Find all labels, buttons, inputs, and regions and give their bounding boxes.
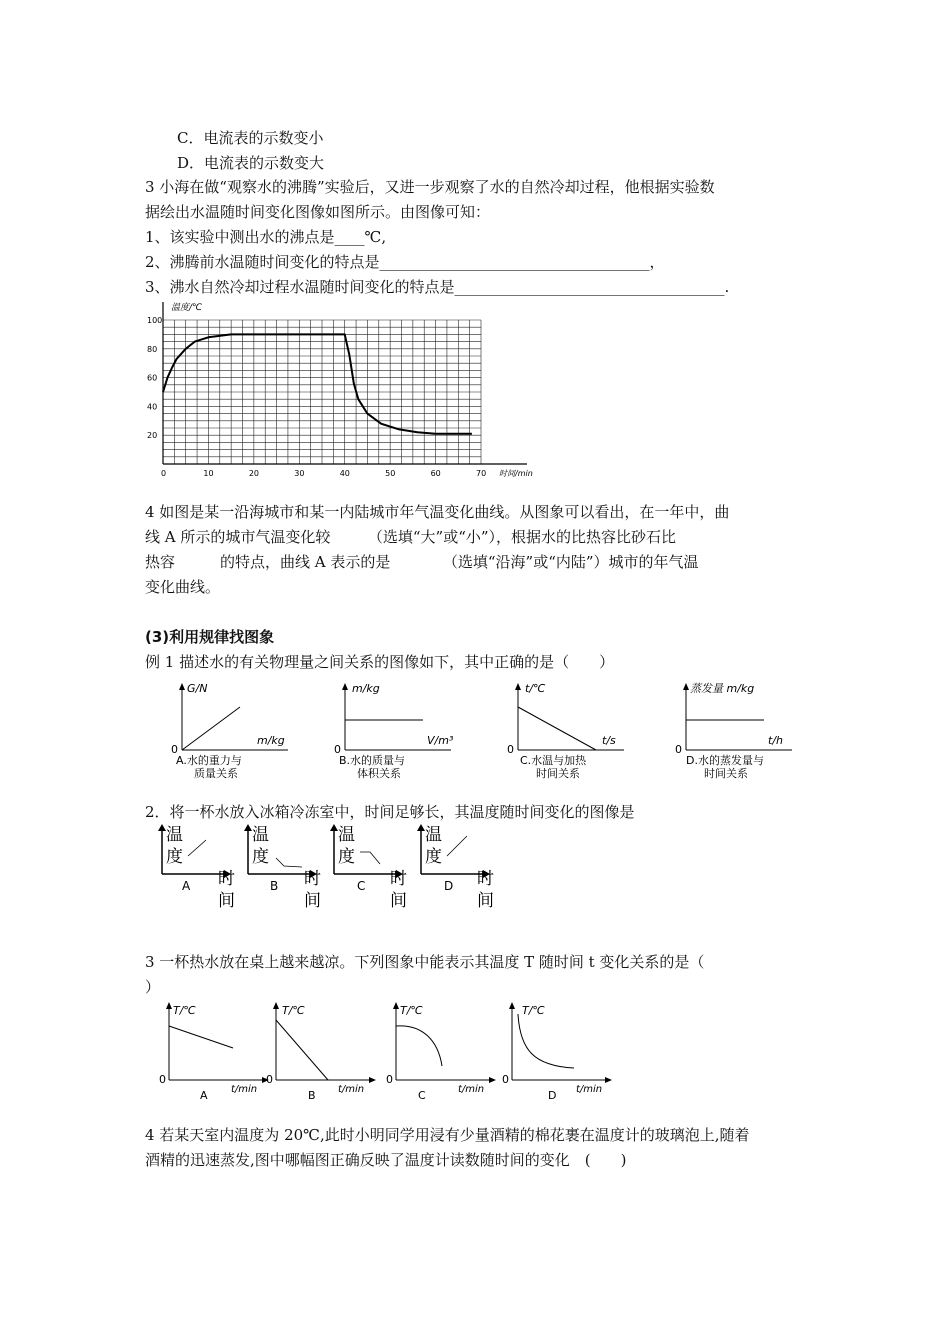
ex2-b-x2: 间 [304,891,321,911]
ex1-b-xlabel: V/m³ [427,734,454,747]
ex2-c-y2: 度 [338,847,355,867]
ex3-c-letter: C [418,1089,426,1102]
ex2-a-y1: 温 [166,825,183,845]
x-tick-label: 40 [339,469,350,478]
ex3-a-origin: 0 [159,1073,166,1086]
y-tick-label: 80 [147,344,158,354]
q4-text-line2: 线 A 所示的城市气温变化较 （选填“大”或“小”），根据水的比热容比砂石比 [145,528,677,546]
ex2-graph-d [411,822,501,912]
ex2-d-x1: 时 [477,869,494,889]
ex2-c-letter: C [357,879,366,893]
ex2-d-x2: 间 [477,891,494,911]
ex1-a-xlabel: m/kg [257,734,285,747]
example-3-text-line1: 3 一杯热水放在桌上越来越凉。下列图象中能表示其温度 T 随时间 t 变化关系的是（ [145,953,705,971]
ex3-b-ylabel: T/℃ [282,1004,305,1017]
ex3-a-ylabel: T/℃ [173,1004,196,1017]
ex2-c-x1: 时 [390,869,407,889]
y-tick-label: 60 [147,373,158,383]
ex1-c-xlabel: t/s [602,734,616,747]
ex1-graph-c [496,680,626,780]
y-tick-label: 20 [147,431,158,441]
ex2-b-y2: 度 [252,847,269,867]
q3-text-line1: 3 小海在做“观察水的沸腾”实验后，又进一步观察了水的自然冷却过程，他根据实验数 [145,178,715,196]
section-title: (3)利用规律找图象 [145,628,275,646]
ex2-graph-b [238,822,328,912]
x-tick-label: 30 [294,469,305,478]
ex3-graph-d [498,1000,618,1110]
y-axis-label: 温度/℃ [171,303,203,313]
ex1-c-caption1: C.水温与加热 [520,754,587,767]
x-tick-label: 70 [476,469,487,478]
ex2-d-letter: D [444,879,454,893]
ex2-graph-c [324,822,414,912]
ex1-d-xlabel: t/h [768,734,783,747]
ex3-graph-c [382,1000,502,1110]
ex3-d-ylabel: T/℃ [522,1004,545,1017]
example-3-text-line2: ） [145,978,161,996]
x-tick-label: 0 [161,469,167,478]
ex1-graph-a [160,680,290,780]
ex3-a-letter: A [200,1089,208,1102]
ex1-a-ylabel: G/N [187,682,208,695]
ex2-d-y2: 度 [425,847,442,867]
example-1-text: 例 1 描述水的有关物理量之间关系的图像如下，其中正确的是（ ） [145,653,615,671]
ex3-a-xlabel: t/min [231,1084,258,1095]
ex1-a-caption1: A.水的重力与 [176,754,242,767]
ex3-graph-b [262,1000,382,1110]
ex2-graph-a [152,822,242,912]
q3-text-line2: 据绘出水温随时间变化图像如图所示。由图像可知： [145,203,491,221]
q3-item-3: 3、沸水自然冷却过程水温随时间变化的特点是____________________________________. [145,278,730,296]
ex2-b-y1: 温 [252,825,269,845]
ex2-b-letter: B [270,879,279,893]
x-tick-label: 60 [430,469,441,478]
example-2-text: 2．将一杯水放入冰箱冷冻室中，时间足够长，其温度随时间变化的图像是 [145,803,635,821]
q4-text-line4: 变化曲线。 [145,578,221,596]
ex1-graph-d [664,680,794,780]
x-tick-label: 50 [385,469,396,478]
ex1-d-caption2: 时间关系 [704,767,748,780]
water-temperature-chart [135,298,535,478]
y-tick-label: 100 [147,316,163,325]
ex2-b-x1: 时 [304,869,321,889]
x-axis-label: 时间/min [499,469,533,478]
example-4-text-line1: 4 若某天室内温度为 20℃,此时小明同学用浸有少量酒精的棉花裹在温度计的玻璃泡上,随着 [145,1126,750,1144]
ex1-d-ylabel: 蒸发量 m/kg [690,682,755,695]
ex3-b-xlabel: t/min [338,1084,365,1095]
q3-item-1: 1、该实验中测出水的沸点是____℃, [145,228,387,246]
x-tick-label: 10 [203,469,214,478]
ex1-c-caption2: 时间关系 [536,767,580,780]
ex2-a-y2: 度 [166,847,183,867]
ex2-a-x2: 间 [218,891,235,911]
q4-text-line1: 4 如图是某一沿海城市和某一内陆城市年气温变化曲线。从图象可以看出，在一年中，曲 [145,503,730,521]
ex1-b-origin: 0 [334,743,341,756]
ex1-a-origin: 0 [171,743,178,756]
ex3-d-origin: 0 [502,1073,509,1086]
x-tick-label: 20 [248,469,260,478]
ex3-b-origin: 0 [266,1073,273,1086]
ex2-c-y1: 温 [338,825,355,845]
ex1-a-caption2: 质量关系 [194,767,238,780]
ex2-d-y1: 温 [425,825,442,845]
ex3-d-xlabel: t/min [576,1084,603,1095]
ex2-c-x2: 间 [390,891,407,911]
ex1-b-caption1: B.水的质量与 [339,754,406,767]
ex1-graph-b [323,680,453,780]
option-c: C．电流表的示数变小 [177,129,324,147]
ex2-a-x1: 时 [218,869,235,889]
ex3-d-letter: D [548,1089,557,1102]
ex1-b-ylabel: m/kg [352,682,380,695]
ex3-c-ylabel: T/℃ [400,1004,423,1017]
ex1-d-origin: 0 [675,743,682,756]
ex1-c-ylabel: t/℃ [525,682,546,695]
q3-item-2: 2、沸腾前水温随时间变化的特点是____________________________________， [145,253,665,271]
ex3-c-origin: 0 [386,1073,393,1086]
ex1-b-caption2: 体积关系 [357,767,401,780]
ex2-a-letter: A [182,879,191,893]
y-tick-label: 40 [147,402,158,412]
option-d: D．电流表的示数变大 [177,154,325,172]
series-line [163,334,472,433]
ex1-c-origin: 0 [507,743,514,756]
example-4-text-line2: 酒精的迅速蒸发,图中哪幅图正确反映了温度计读数随时间的变化 ( ) [145,1151,627,1169]
ex1-d-caption1: D.水的蒸发量与 [686,754,764,767]
ex3-c-xlabel: t/min [458,1084,485,1095]
q4-text-line3: 热容 的特点，曲线 A 表示的是 （选填“沿海”或“内陆”）城市的年气温 [145,553,699,571]
ex3-b-letter: B [308,1089,316,1102]
ex3-graph-a [155,1000,275,1110]
